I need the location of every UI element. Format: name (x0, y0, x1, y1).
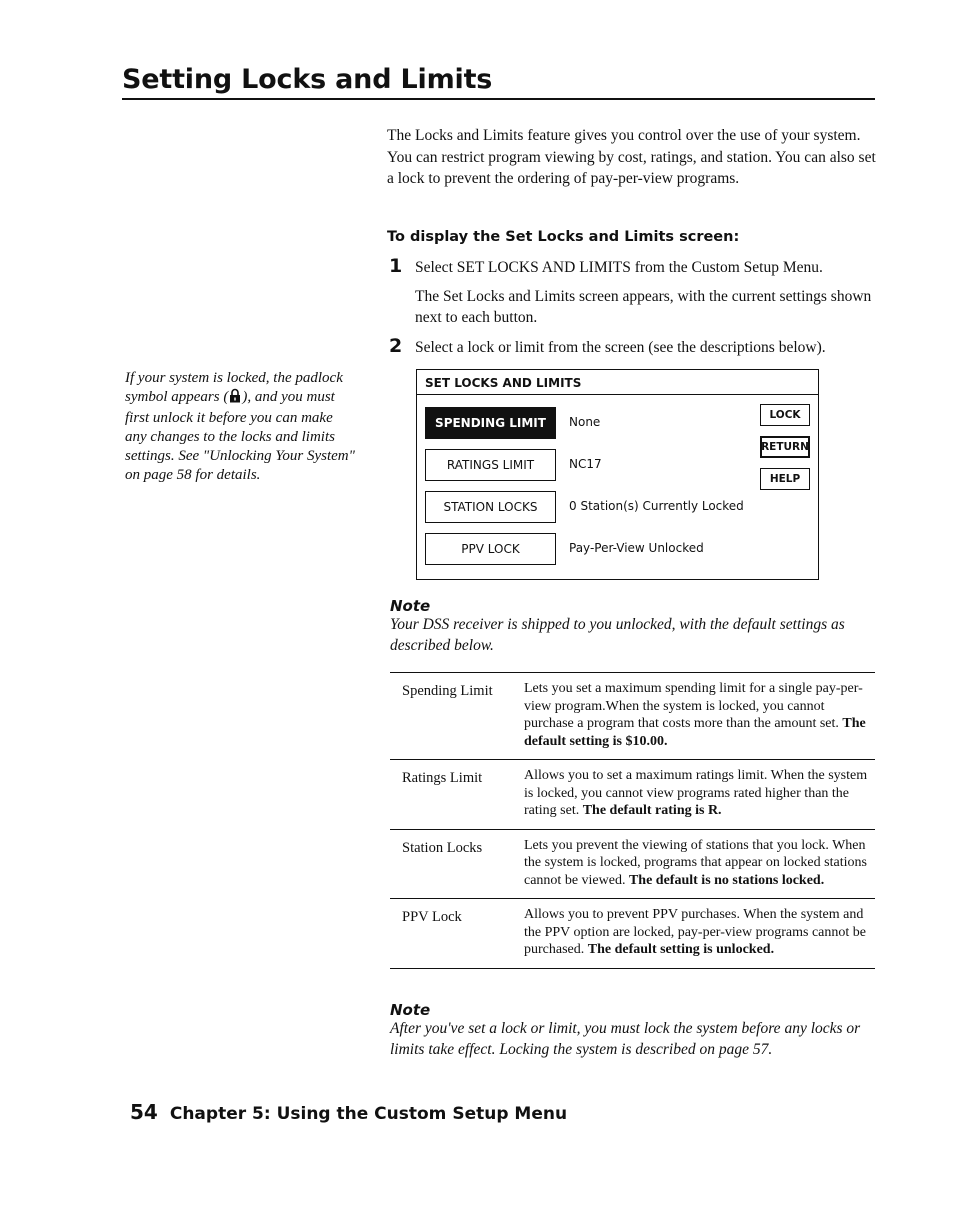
note-1-text: Your DSS receiver is shipped to you unlocked, with the default settings as described below. (390, 616, 845, 654)
page-number: 54 (130, 1100, 158, 1124)
row-description: Lets you set a maximum spending limit for a single pay-per-view program.When the system is locked, you cannot purchase a program that costs more than the amount set. The default setting is $10.00. (524, 681, 866, 749)
ratings-limit-button[interactable]: RATINGS LIMIT (425, 449, 556, 481)
row-default: The default setting is unlocked. (587, 942, 775, 957)
ppv-lock-button[interactable]: PPV LOCK (425, 533, 556, 565)
step-2-text: Select a lock or limit from the screen (see the descriptions below). (415, 339, 826, 356)
station-locks-button[interactable]: STATION LOCKS (425, 491, 556, 523)
table-row (390, 672, 875, 759)
set-locks-screen (416, 369, 819, 580)
screen-title-divider (417, 394, 818, 395)
row-description: Lets you prevent the viewing of stations that you lock. When the system is locked, programs that appear on locked stations cannot be viewed. The default is no stations locked. (524, 837, 867, 888)
padlock-icon (229, 388, 241, 409)
step-2-number: 2 (389, 335, 403, 357)
step-1-number: 1 (389, 255, 403, 277)
step-1-result: The Set Locks and Limits screen appears, with the current settings shown next to each button. (415, 288, 872, 326)
spending-limit-value: None (569, 415, 601, 429)
table-row (390, 759, 875, 829)
return-button[interactable]: RETURN (760, 436, 810, 458)
margin-note-after: ), and you must first unlock it before you can make any changes to the locks and limits settings. See "Unlocking Your System" on page 58 for details. (125, 389, 355, 483)
row-label: Spending Limit (402, 683, 493, 699)
table-row (390, 829, 875, 899)
ratings-limit-value: NC17 (569, 457, 602, 471)
chapter-title: Chapter 5: Using the Custom Setup Menu (169, 1104, 568, 1124)
spending-limit-button[interactable]: SPENDING LIMIT (425, 407, 556, 439)
page-title: Setting Locks and Limits (122, 64, 493, 95)
page-footer (130, 1100, 567, 1124)
table-row (390, 898, 875, 969)
ppv-lock-value: Pay-Per-View Unlocked (569, 541, 704, 555)
row-description: Allows you to prevent PPV purchases. When the system and the PPV option are locked, pay-per-view programs cannot be purchased. The default setting is unlocked. (524, 907, 866, 957)
row-default: The default setting is $10.00. (524, 716, 866, 749)
row-default: The default is no stations locked. (628, 872, 825, 888)
row-label: Station Locks (402, 839, 483, 856)
row-description: Allows you to set a maximum ratings limit. When the system is locked, you cannot view programs rated higher than the rating set. The default rating is R. (524, 768, 868, 818)
note-1-heading: Note (390, 597, 431, 615)
margin-note-before: If your system is locked, the padlock symbol appears ( (125, 370, 343, 405)
row-label: Ratings Limit (402, 770, 483, 786)
lock-button[interactable]: LOCK (760, 404, 810, 426)
note-2-text: After you've set a lock or limit, you must lock the system before any locks or limits take effect. Locking the system is described on page 57. (390, 1020, 861, 1058)
note-2-heading: Note (390, 1001, 431, 1019)
row-label: PPV Lock (402, 909, 462, 925)
station-locks-value: 0 Station(s) Currently Locked (569, 499, 744, 513)
screen-title: SET LOCKS AND LIMITS (425, 376, 582, 390)
title-divider (122, 98, 875, 100)
help-button[interactable]: HELP (760, 468, 810, 490)
procedure-heading: To display the Set Locks and Limits screen: (387, 229, 740, 245)
settings-table (390, 672, 875, 969)
intro-paragraph: The Locks and Limits feature gives you control over the use of your system. You can restrict program viewing by cost, ratings, and station. You can also set a lock to prevent the ordering of pay-per-view programs. (387, 127, 876, 187)
step-1-text: Select SET LOCKS AND LIMITS from the Custom Setup Menu. (415, 259, 823, 276)
margin-note (125, 369, 355, 485)
row-default: The default rating is R. (582, 803, 722, 818)
